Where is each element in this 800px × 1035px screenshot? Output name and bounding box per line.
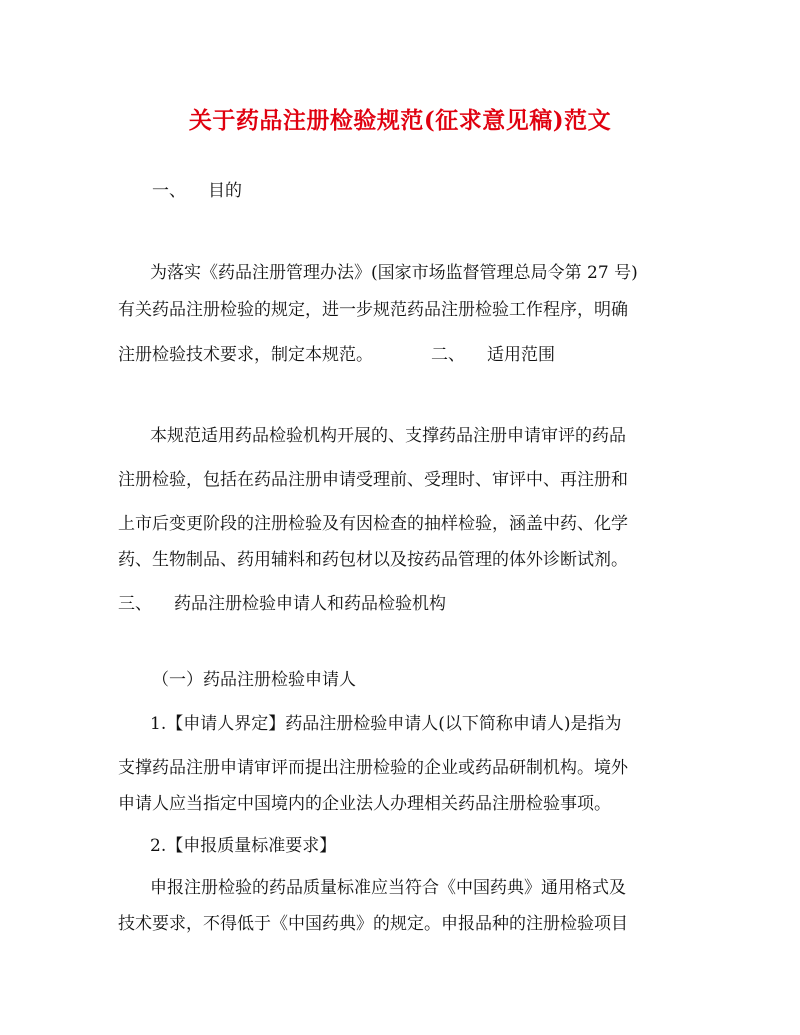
item1-line3: 申请人应当指定中国境内的企业法人办理相关药品注册检验事项。 (118, 794, 611, 814)
section-1-number: 一、 (152, 181, 186, 201)
para1-line2: 有关药品注册检验的规定，进一步规范药品注册检验工作程序，明确 (118, 300, 628, 320)
section-1-title: 目的 (208, 181, 242, 201)
document-title: 关于药品注册检验规范(征求意见稿)范文 (188, 107, 612, 134)
subsection-1-heading: （一）药品注册检验申请人 (152, 670, 356, 690)
section-3-title: 药品注册检验申请人和药品检验机构 (174, 594, 446, 614)
para2-line4: 药、生物制品、药用辅料和药包材以及按药品管理的体外诊断试剂。 (118, 550, 628, 570)
para2-line1: 本规范适用药品检验机构开展的、支撑药品注册申请审评的药品 (150, 426, 626, 446)
section-2-number: 二、 (431, 345, 465, 365)
para1-line3: 注册检验技术要求，制定本规范。 (118, 345, 373, 365)
para1-line1: 为落实《药品注册管理办法》(国家市场监督管理总局令第 27 号) (150, 263, 638, 283)
para3-line1: 申报注册检验的药品质量标准应当符合《中国药典》通用格式及 (150, 878, 626, 898)
para1-line3-with-section-2 (118, 344, 555, 366)
para2-line2: 注册检验，包括在药品注册申请受理前、受理时、审评中、再注册和 (118, 470, 628, 490)
item1-line1: 1.【申请人界定】药品注册检验申请人(以下简称申请人)是指为 (150, 714, 622, 734)
item1-line2: 支撑药品注册申请审评而提出注册检验的企业或药品研制机构。境外 (118, 758, 628, 778)
item2-heading: 2.【申报质量标准要求】 (150, 836, 337, 856)
section-1-heading (152, 180, 242, 202)
section-2-title: 适用范围 (487, 345, 555, 365)
section-3-heading (118, 593, 446, 615)
section-3-number: 三、 (118, 594, 152, 614)
para2-line3: 上市后变更阶段的注册检验及有因检查的抽样检验，涵盖中药、化学 (118, 514, 628, 534)
para3-line2: 技术要求，不得低于《中国药典》的规定。申报品种的注册检验项目 (118, 914, 628, 934)
